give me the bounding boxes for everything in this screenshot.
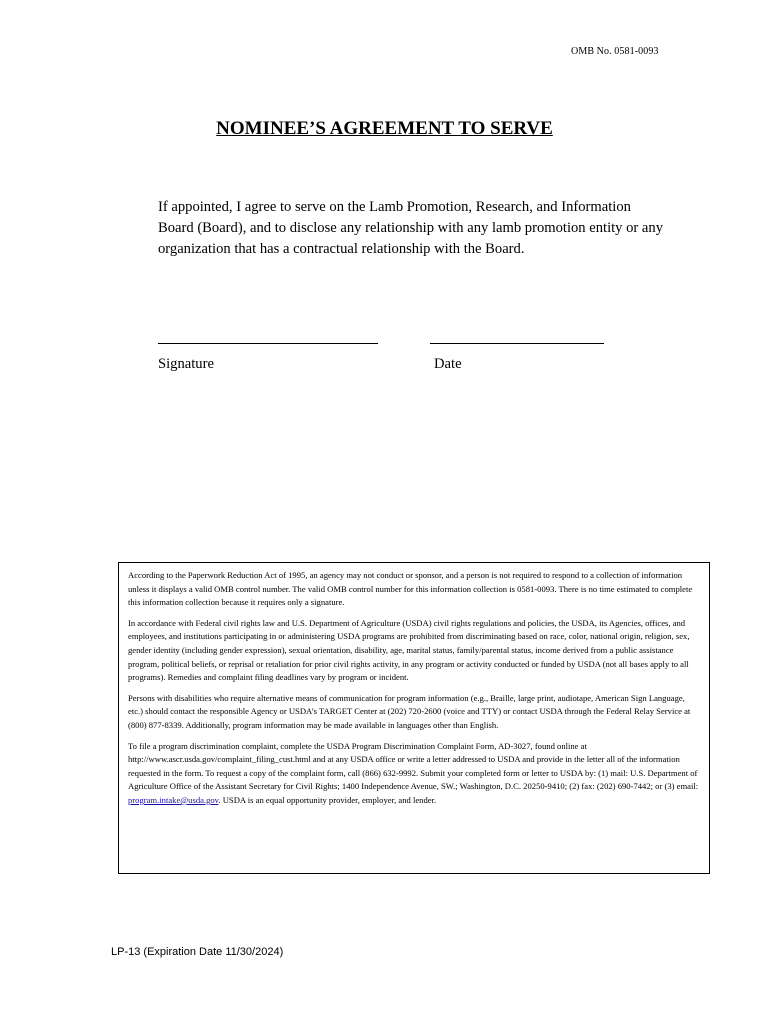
complaint-notice <box>128 740 701 808</box>
form-footer: LP-13 (Expiration Date 11/30/2024) <box>111 946 284 958</box>
paperwork-notice: According to the Paperwork Reduction Act of 1995, an agency may not conduct or sponsor, and a person is not required to respond to a collection of information unless it displays a valid OMB control number. The valid OMB control number for this information collection is 0581-0093. There is no time estimated to complete this information collection because it requires only a signature. <box>128 570 693 608</box>
complaint-text-end: . USDA is an equal opportunity provider, employer, and lender. <box>218 794 437 805</box>
disabilities-notice: Persons with disabilities who require alternative means of communication for program information (e.g., Braille, large print, audiotape, American Sign Language, etc.) should contact the responsible Agency or USDA’s TARGET Center at (202) 720-2600 (voice and TTY) or contact USDA through the Federal Relay Service at (800) 877-8339. Additionally, program information may be made available in languages other than English. <box>128 692 691 730</box>
omb-number: OMB No. 0581-0093 <box>571 46 659 57</box>
date-label: Date <box>434 356 462 372</box>
form-title: NOMINEE’S AGREEMENT TO SERVE <box>216 118 553 139</box>
date-line[interactable] <box>430 343 604 344</box>
complaint-email-link[interactable]: program.intake@usda.gov <box>128 794 219 805</box>
agreement-statement: If appointed, I agree to serve on the Lamb Promotion, Research, and Information Board (Board), and to disclose any relationship with any lamb promotion entity or any organization that has a contractual relationship with the Board. <box>158 199 664 257</box>
complaint-text: To file a program discrimination complaint, complete the USDA Program Discrimination Complaint Form, AD-3027, found online at http://www.ascr.usda.gov/complaint_filing_cust.html and at any USDA office or write a letter addressed to USDA and provide in the letter all of the information requested in the form. To request a copy of the complaint form, call (866) 632-9992. Submit your completed form or letter to USDA by: (1) mail: U.S. Department of Agriculture Office of the Assistant Secretary for Civil Rights; 1400 Independence Avenue, SW.; Washington, D.C. 20250-9410; (2) fax: (202) 690-7442; or (3) email: <box>128 740 699 792</box>
page-title <box>0 118 770 140</box>
civil-rights-notice: In accordance with Federal civil rights law and U.S. Department of Agriculture (USDA) civil rights regulations and policies, the USDA, its Agencies, offices, and employees, and institutions participating in or administering USDA programs are prohibited from discriminating based on race, color, national origin, religion, sex, gender identity (including gender expression), sexual orientation, disability, age, marital status, family/parental status, income derived from a public assistance program, political beliefs, or reprisal or retaliation for prior civil rights activity, in any program or activity conducted or funded by USDA (not all bases apply to all programs). Remedies and complaint filing deadlines vary by program or incident. <box>128 617 690 683</box>
signature-label: Signature <box>158 356 214 372</box>
signature-line[interactable] <box>158 343 378 344</box>
legal-notice-box <box>118 562 710 874</box>
